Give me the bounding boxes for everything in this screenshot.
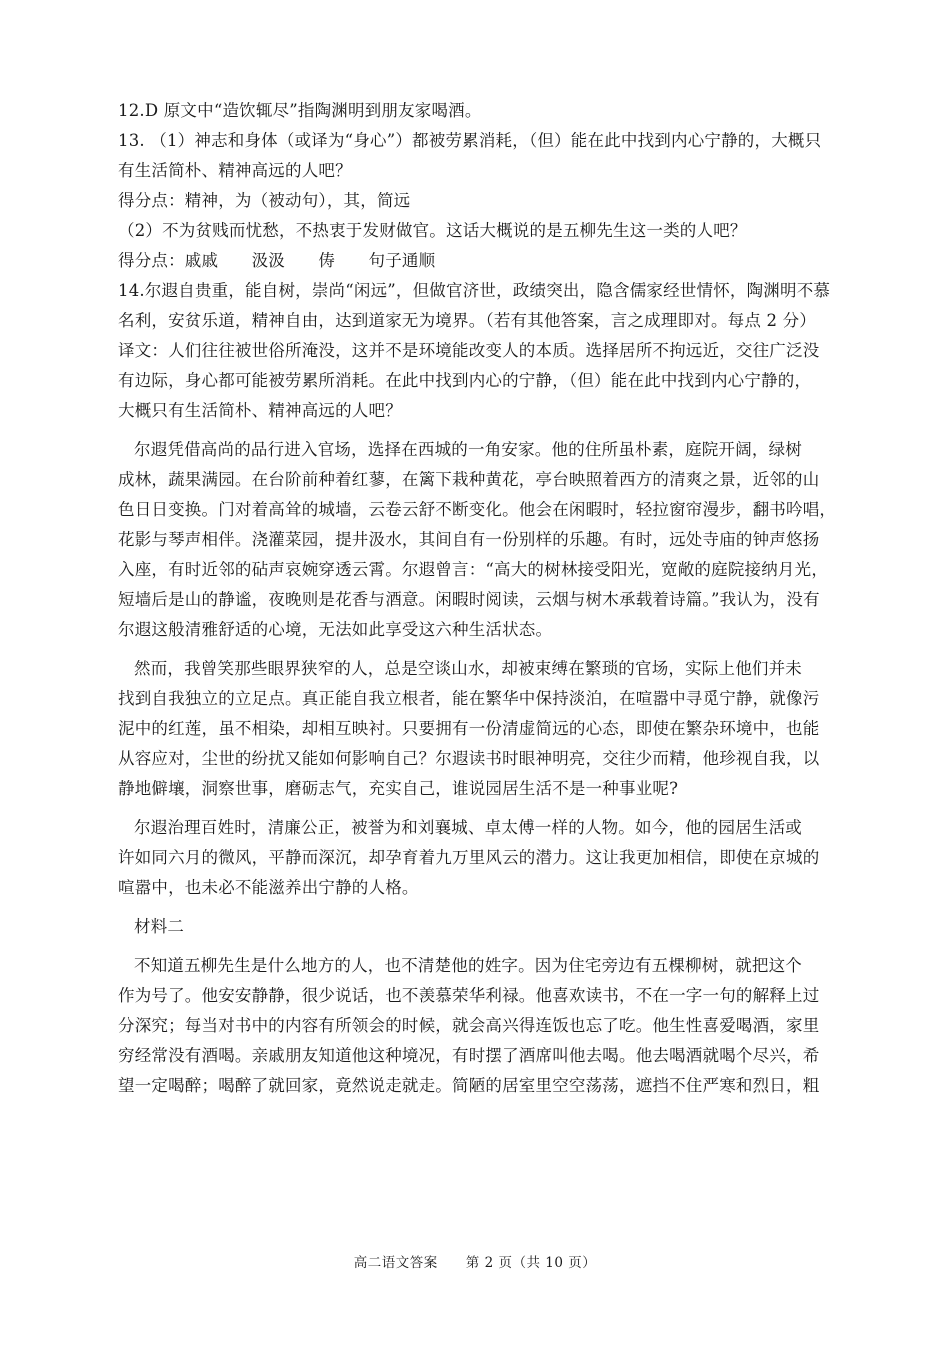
translation-line-3: 大概只有生活简朴、精神高远的人吧？	[118, 401, 402, 420]
para3-line: 许如同六月的微风，平静而深沉，却孕育着九万里风云的潜力。这让我更加相信，即使在京城的	[118, 848, 820, 867]
answer-14-line-1: 14.尔遐自贵重，能自树，崇尚“闲远”，但做官济世，政绩突出，隐含儒家经世情怀，陶渊明不慕	[118, 281, 831, 300]
para1-line: 色日日变换。门对着高耸的城墙，云卷云舒不断变化。他会在闲暇时，轻拉窗帘漫步，翻书吟唱，	[118, 500, 837, 519]
answer-page	[118, 96, 856, 1101]
answer-13-1-line-1: 13. （1）神志和身体（或译为“身心”）都被劳累消耗，（但）能在此中找到内心宁静的，大概只	[118, 131, 822, 150]
para2-line: 静地僻壤，洞察世事，磨砺志气，充实自己，谁说园居生活不是一种事业呢?	[118, 779, 679, 798]
para3-line: 尔遐治理百姓时，清廉公正，被誉为和刘襄城、卓太傅一样的人物。如今，他的园居生活或	[134, 818, 802, 837]
para2-line: 找到自我独立的立足点。真正能自我立根者，能在繁华中保持淡泊，在喧嚣中寻觅宁静，就像污	[118, 689, 820, 708]
para1-line: 入座，有时近邻的砧声哀婉穿透云霄。尔遐曾言：“高大的树林接受阳光，宽敞的庭院接纳月光，	[118, 560, 829, 579]
para1-line: 尔遐这般清雅舒适的心境，无法如此享受这六种生活状态。	[118, 620, 553, 639]
material2-line: 穷经常没有酒喝。亲戚朋友知道他这种境况，有时摆了酒席叫他去喝。他去喝酒就喝个尽兴，希	[118, 1046, 820, 1065]
page-footer: 高二语文答案 第 2 页（共 10 页）	[353, 1255, 597, 1271]
answer-13-1-points: 得分点：精神，为（被动句），其，简远	[118, 191, 411, 210]
answer-13-1-line-2: 有生活简朴、精神高远的人吧？	[118, 161, 352, 180]
para1-line: 短墙后是山的静谧，夜晚则是花香与酒意。闲暇时阅读，云烟与树木承载着诗篇。”我认为，没有	[118, 590, 820, 609]
para2-line: 从容应对，尘世的纷扰又能如何影响自己？尔遐读书时眼神明亮，交往少而精，他珍视自我，以	[118, 749, 820, 768]
material2-line: 分深究；每当对书中的内容有所领会的时候，就会高兴得连饭也忘了吃。他生性喜爱喝酒，家里	[118, 1016, 820, 1035]
para1-line: 尔遐凭借高尚的品行进入官场，选择在西城的一角安家。他的住所虽朴素，庭院开阔，绿树	[134, 440, 802, 459]
para1-line: 成林，蔬果满园。在台阶前种着红蓼，在篱下栽种黄花，亭台映照着西方的清爽之景，近邻的山	[118, 470, 820, 489]
answer-12: 12.D 原文中“造饮辄尽”指陶渊明到朋友家喝酒。	[118, 101, 482, 120]
answer-13-2: （2）不为贫贱而忧愁，不热衷于发财做官。这话大概说的是五柳先生这一类的人吧？	[118, 221, 747, 240]
material2-line: 望一定喝醉；喝醉了就回家，竟然说走就走。简陋的居室里空空荡荡，遮挡不住严寒和烈日，粗	[118, 1076, 820, 1095]
para3-line: 喧嚣中，也未必不能滋养出宁静的人格。	[118, 878, 419, 897]
answer-13-2-points: 得分点：戚戚 汲汲 俦 句子通顺	[118, 251, 436, 270]
translation-line-1: 译文：人们往往被世俗所淹没，这并不是环境能改变人的本质。选择居所不拘远近，交往广泛没	[118, 341, 820, 360]
material2-line: 不知道五柳先生是什么地方的人，也不清楚他的姓字。因为住宅旁边有五棵柳树，就把这个	[134, 956, 802, 975]
material2-heading: 材料二	[134, 917, 185, 936]
material2-line: 作为号了。他安安静静，很少说话，也不羡慕荣华利禄。他喜欢读书，不在一字一句的解释上过	[118, 986, 820, 1005]
para2-line: 然而，我曾笑那些眼界狭窄的人，总是空谈山水，却被束缚在繁琐的官场，实际上他们并未	[134, 659, 802, 678]
answer-14-line-2: 名利，安贫乐道，精神自由，达到道家无为境界。（若有其他答案，言之成理即对。每点 2 分）	[118, 311, 817, 330]
para2-line: 泥中的红莲，虽不相染，却相互映衬。只要拥有一份清虚简远的心态，即使在繁杂环境中，也能	[118, 719, 820, 738]
para1-line: 花影与琴声相伴。浇灌菜园，提井汲水，其间自有一份别样的乐趣。有时，远处寺庙的钟声悠扬	[118, 530, 820, 549]
translation-line-2: 有边际，身心都可能被劳累所消耗。在此中找到内心的宁静，（但）能在此中找到内心宁静的，	[118, 371, 812, 390]
